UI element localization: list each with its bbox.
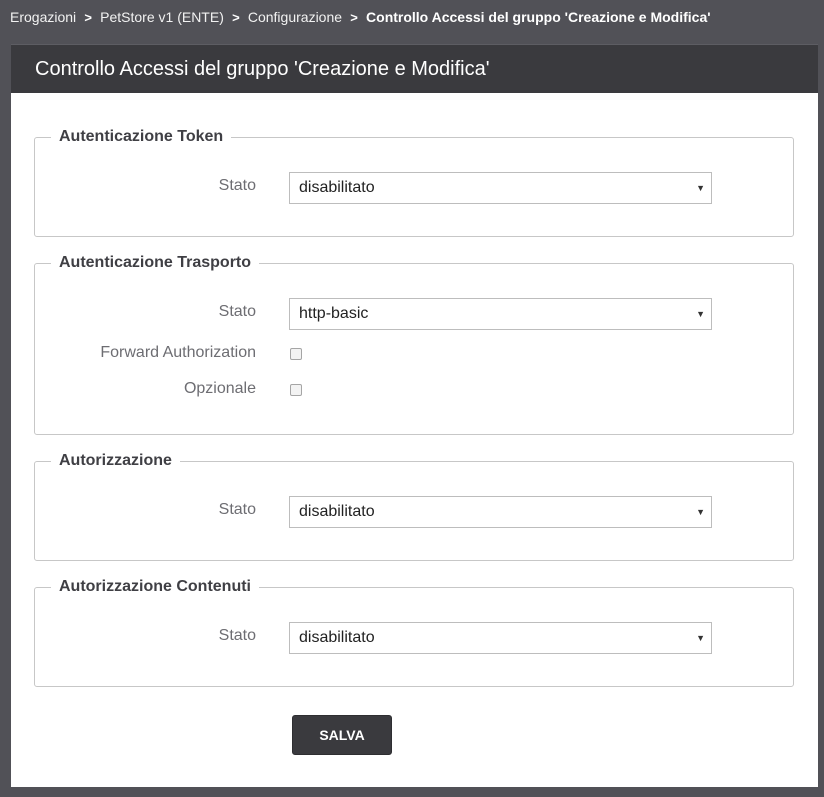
legend-autenticazione-token: Autenticazione Token: [51, 128, 231, 146]
breadcrumb-petstore[interactable]: PetStore v1 (ENTE): [100, 9, 224, 25]
label-autorizzazione-stato: Stato: [218, 501, 256, 518]
page-title: Controllo Accessi del gruppo 'Creazione e Modifica': [35, 57, 490, 80]
save-button[interactable]: SALVA: [292, 715, 392, 755]
label-contenuti-stato: Stato: [218, 627, 256, 644]
row-token-stato: [35, 172, 793, 204]
label-trasporto-stato: Stato: [218, 303, 256, 320]
dropdown-arrow-icon: ▼: [696, 309, 705, 319]
legend-autorizzazione: Autorizzazione: [51, 452, 180, 470]
breadcrumb-erogazioni[interactable]: Erogazioni: [10, 9, 77, 25]
select-autorizzazione-stato[interactable]: [289, 496, 712, 528]
row-opzionale: [35, 375, 793, 407]
label-token-stato: Stato: [218, 177, 256, 194]
fieldset-autenticazione-trasporto: [34, 254, 794, 435]
checkbox-opzionale[interactable]: [290, 384, 302, 396]
dropdown-arrow-icon: ▼: [696, 633, 705, 643]
chevron-right-icon: >: [350, 9, 358, 25]
chevron-right-icon: >: [84, 9, 92, 25]
fieldset-autenticazione-token: [34, 128, 794, 237]
select-trasporto-stato[interactable]: [289, 298, 712, 330]
legend-autenticazione-trasporto: Autenticazione Trasporto: [51, 254, 259, 272]
breadcrumb-current: Controllo Accessi del gruppo 'Creazione e Modifica': [366, 9, 711, 25]
select-contenuti-stato[interactable]: [289, 622, 712, 654]
label-forward-authorization: Forward Authorization: [100, 344, 256, 361]
select-token-stato[interactable]: [289, 172, 712, 204]
select-token-stato-value: disabilitato: [299, 179, 375, 196]
breadcrumb: [0, 0, 824, 34]
row-autorizzazione-stato: [35, 496, 793, 528]
panel-body: [11, 93, 818, 787]
row-forward-authorization: [35, 339, 793, 371]
fieldset-autorizzazione: [34, 452, 794, 561]
checkbox-forward-authorization[interactable]: [290, 348, 302, 360]
label-opzionale: Opzionale: [183, 380, 256, 397]
chevron-right-icon: >: [232, 9, 240, 25]
select-autorizzazione-stato-value: disabilitato: [299, 503, 375, 520]
row-trasporto-stato: [35, 298, 793, 330]
dropdown-arrow-icon: ▼: [696, 507, 705, 517]
select-contenuti-stato-value: disabilitato: [299, 629, 375, 646]
fieldset-autorizzazione-contenuti: [34, 578, 794, 687]
dropdown-arrow-icon: ▼: [696, 183, 705, 193]
select-trasporto-stato-value: http-basic: [299, 305, 369, 322]
panel-header: [11, 44, 818, 93]
legend-autorizzazione-contenuti: Autorizzazione Contenuti: [51, 578, 259, 596]
breadcrumb-configurazione[interactable]: Configurazione: [247, 9, 343, 25]
row-contenuti-stato: [35, 622, 793, 654]
